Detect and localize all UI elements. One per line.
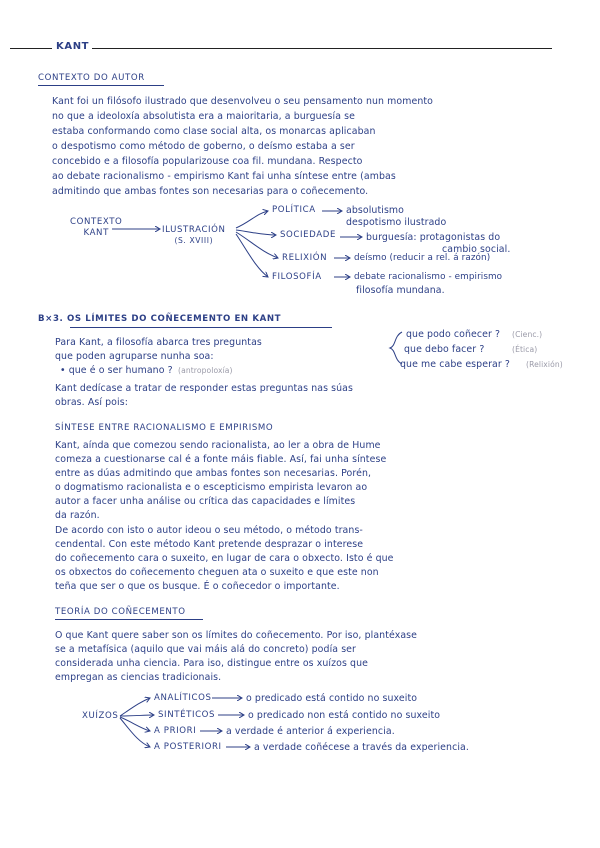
question-text: que debo facer ? <box>404 344 485 355</box>
paragraph-line: os obxectos do coñecemento cheguen ata o suxeito e que este non <box>55 567 379 578</box>
paragraph-line: Kant, aínda que comezou sendo racionalista, ao ler a obra de Hume <box>55 440 381 451</box>
paragraph-line: teña que ser o que os busque. É o coñecedor o importante. <box>55 581 340 592</box>
summary-question: • que é o ser humano ? <box>60 365 173 376</box>
arrow-to-a-posteriori <box>120 718 150 747</box>
heading-underline <box>70 327 332 328</box>
heading-underline <box>55 619 203 620</box>
paragraph-line: obras. Así pois: <box>55 397 128 408</box>
question-note: (Cienc.) <box>512 330 543 339</box>
diagram-middle-line: ILUSTRACIÓN <box>162 225 226 235</box>
diagram-middle-label <box>162 225 226 246</box>
paragraph-line: do coñecemento cara o suxeito, en lugar de cara o obxecto. Isto é que <box>55 553 394 564</box>
paragraph-line: O que Kant quere saber son os límites do coñecemento. Por iso, plantéxase <box>55 630 418 641</box>
branch-text: filosofía mundana. <box>356 285 445 296</box>
branch-label-sinteticos: SINTÉTICOS <box>158 710 216 720</box>
paragraph-line: Kant dedícase a tratar de responder estas preguntas nas súas <box>55 383 353 394</box>
branch-text: o predicado está contido no suxeito <box>246 693 418 704</box>
section-heading-limites: B×3. OS LÍMITES DO COÑECEMENTO EN KANT <box>38 314 282 324</box>
diagram-xuizos-root: XUÍZOS <box>82 711 119 721</box>
paragraph-line: que poden agruparse nunha soa: <box>55 351 214 362</box>
paragraph-line: da razón. <box>55 510 100 521</box>
branch-text: debate racionalismo - empirismo <box>354 272 503 282</box>
branch-label-a-priori: A PRIORI <box>154 726 197 736</box>
branch-label-a-posteriori: A POSTERIORI <box>154 742 222 752</box>
branch-label-politica: POLÍTICA <box>272 205 316 215</box>
paragraph-line: admitindo que ambas fontes son necesarias para o coñecemento. <box>52 186 369 197</box>
header-rule-left <box>10 48 52 49</box>
paragraph-line: cendental. Con este método Kant pretende desprazar o interese <box>55 539 364 550</box>
section-heading-teoria: TEORÍA DO COÑECEMENTO <box>55 607 186 617</box>
paragraph-line: ao debate racionalismo - empirismo Kant fai unha síntese entre (ambas <box>52 171 396 182</box>
arrow-to-sociedade <box>236 230 276 235</box>
question-note: (Ética) <box>512 345 538 354</box>
diagram-root-line: CONTEXTO <box>70 217 123 227</box>
branch-text: despotismo ilustrado <box>346 217 447 228</box>
branch-text: burguesía: protagonistas do <box>366 232 501 243</box>
paragraph-line: De acordo con isto o autor ideou o seu método, o método trans- <box>55 525 363 536</box>
paragraph-line: se a metafísica (aquilo que vai máis alá do concreto) podía ser <box>55 644 357 655</box>
diagram-root-line: KANT <box>83 227 109 238</box>
arrow-to-relixion <box>236 232 278 258</box>
paragraph-line: concebido e a filosofía popularizouse coa fil. mundana. Respecto <box>52 156 363 167</box>
arrow-to-politica <box>236 211 268 228</box>
paragraph-line: considerada unha ciencia. Para iso, distingue entre os xuízos que <box>55 658 368 669</box>
branch-label-analiticos: ANALÍTICOS <box>154 693 212 703</box>
diagram-root-label <box>70 217 122 238</box>
arrow-to-analiticos <box>120 698 150 716</box>
branch-text: cambio social. <box>442 244 511 255</box>
page-title: KANT <box>56 41 90 52</box>
paragraph-line: Kant foi un filósofo ilustrado que desenvolveu o seu pensamento nun momento <box>52 96 433 107</box>
branch-text: a verdade é anterior á experiencia. <box>226 726 395 737</box>
branch-text: absolutismo <box>346 205 404 216</box>
paragraph-line: entre as dúas admitindo que ambas fontes son necesarias. Porén, <box>55 468 372 479</box>
branch-text: deísmo (reducir a rel. á razón) <box>354 253 491 263</box>
section-heading-contexto: CONTEXTO DO AUTOR <box>38 73 145 83</box>
paragraph-line: no que a ideoloxía absolutista era a maioritaria, a burguesía se <box>52 111 356 122</box>
diagram-middle-line: (S. XVIII) <box>174 235 214 245</box>
section-heading-sintese: SÍNTESE ENTRE RACIONALISMO E EMPIRISMO <box>55 423 274 433</box>
header-rule-right <box>92 48 552 49</box>
arrow-to-sinteticos <box>120 715 154 716</box>
paragraph-line: autor a facer unha análise ou crítica das capacidades e límites <box>55 496 356 507</box>
branch-label-filosofia: FILOSOFÍA <box>272 272 322 282</box>
branch-text: a verdade coñécese a través da experiencia. <box>254 742 469 753</box>
paragraph-line: comeza a cuestionarse cal é a fonte máis fiable. Así, fai unha síntese <box>55 454 387 465</box>
paragraph-line: o dogmatismo racionalista e o escepticismo empirista levaron ao <box>55 482 368 493</box>
paragraph-line: estaba conformando como clase social alta, os monarcas aplicaban <box>52 126 376 137</box>
arrow-to-a-priori <box>120 717 150 731</box>
paragraph-line: empregan as ciencias tradicionais. <box>55 672 222 683</box>
summary-note: (antropoloxía) <box>178 366 233 375</box>
question-note: (Relixión) <box>526 360 563 369</box>
heading-underline <box>38 85 164 86</box>
branch-label-sociedade: SOCIEDADE <box>280 230 336 240</box>
question-text: que me cabe esperar ? <box>400 359 510 370</box>
arrow-to-filosofia <box>236 234 268 277</box>
branch-label-relixion: RELIXIÓN <box>282 253 328 263</box>
paragraph-line: o despotismo como método de goberno, o deísmo estaba a ser <box>52 141 355 152</box>
question-text: que podo coñecer ? <box>406 329 501 340</box>
branch-text: o predicado non está contido no suxeito <box>248 710 441 721</box>
paragraph-line: Para Kant, a filosofía abarca tres preguntas <box>55 337 262 348</box>
